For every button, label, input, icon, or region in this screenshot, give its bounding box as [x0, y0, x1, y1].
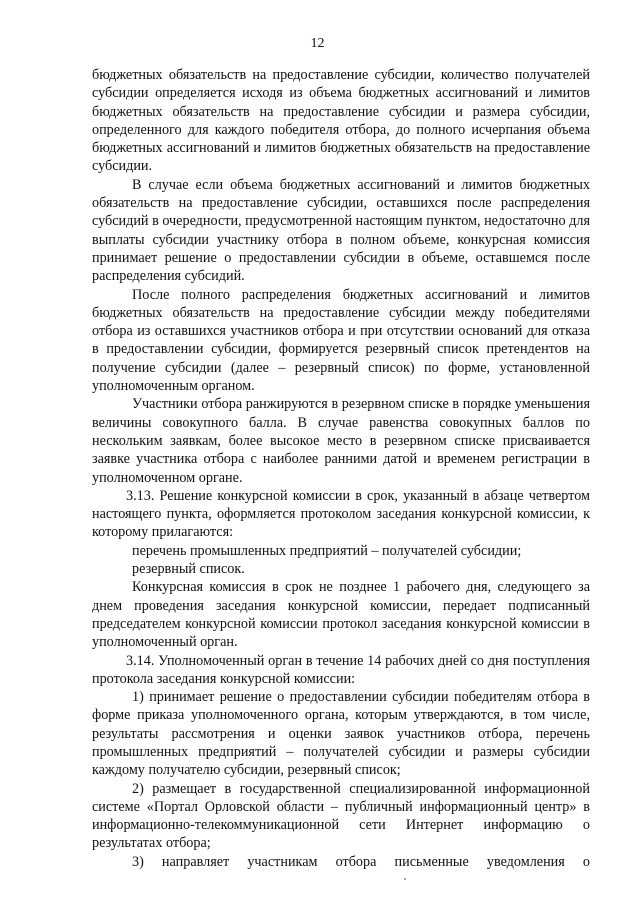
paragraph: После полного распределения бюджетных ассигнований и лимитов бюджетных обязательств на предоставление субсидии между победителями отбора из оставшихся участников отбора и при отсутствии оснований для отказа в предоставлении субсидии, формируется резервный список претендентов на получение субсидии (далее – резервный список) по форме, установленной уполномоченным органом. — [92, 286, 590, 395]
scan-speck — [404, 878, 406, 880]
list-item: перечень промышленных предприятий – получателей субсидии; — [132, 542, 522, 559]
paragraph: 2) размещает в государственной специализированной информационной системе «Портал Орловской области – публичный информационный центр» в информационно-телекоммуникационной сети Интернет информацию о результатах отбора; — [92, 780, 590, 852]
page-number: 12 — [310, 36, 325, 51]
paragraph: 3.14. Уполномоченный орган в течение 14 рабочих дней со дня поступления протокола заседания конкурсной комиссии: — [92, 652, 590, 687]
paragraph: В случае если объема бюджетных ассигнований и лимитов бюджетных обязательств на предоставление субсидии, оставшихся после распределения субсидий в очередности, предусмотренной настоящим пунктом, недостаточно для выплаты субсидии участнику отбора в полном объеме, конкурсная комиссия принимает решение о предоставлении субсидии в объеме, оставшемся после распределения субсидий. — [92, 176, 590, 285]
paragraph: 1) принимает решение о предоставлении субсидии победителям отбора в форме приказа уполномоченного органа, которым утверждаются, в том числе, результаты рассмотрения и оценки заявок участников отбора, перечень промышленных предприятий – получателей субсидии и размеры субсидии каждому получателю субсидии, резервный список; — [92, 689, 590, 779]
paragraph: бюджетных обязательств на предоставление субсидии, количество получателей субсидии определяется исходя из объема бюджетных ассигнований и лимитов бюджетных обязательств на предоставление субсидии и размера субсидии, определенного для каждого победителя отбора, до полного исчерпания объема бюджетных ассигнований и лимитов бюджетных обязательств на предоставление субсидии. — [92, 67, 590, 175]
document-body — [92, 66, 590, 871]
list-item: резервный список. — [132, 561, 245, 578]
paragraph: 3) направляет участникам отбора письменные уведомления о — [132, 853, 590, 870]
paragraph: Участники отбора ранжируются в резервном списке в порядке уменьшения величины совокупного балла. В случае равенства совокупных баллов по нескольким заявкам, более высокое место в резервном списке присваивается заявке участника отбора с наиболее ранними датой и временем регистрации в уполномоченном органе. — [92, 396, 590, 486]
paragraph: 3.13. Решение конкурсной комиссии в срок, указанный в абзаце четвертом настоящего пункта, оформляется протоколом заседания конкурсной комиссии, к которому прилагаются: — [92, 487, 590, 541]
paragraph: Конкурсная комиссия в срок не позднее 1 рабочего дня, следующего за днем проведения заседания конкурсной комиссии, передает подписанный председателем конкурсной комиссии протокол заседания конкурсной комиссии в уполномоченный орган. — [92, 579, 590, 651]
